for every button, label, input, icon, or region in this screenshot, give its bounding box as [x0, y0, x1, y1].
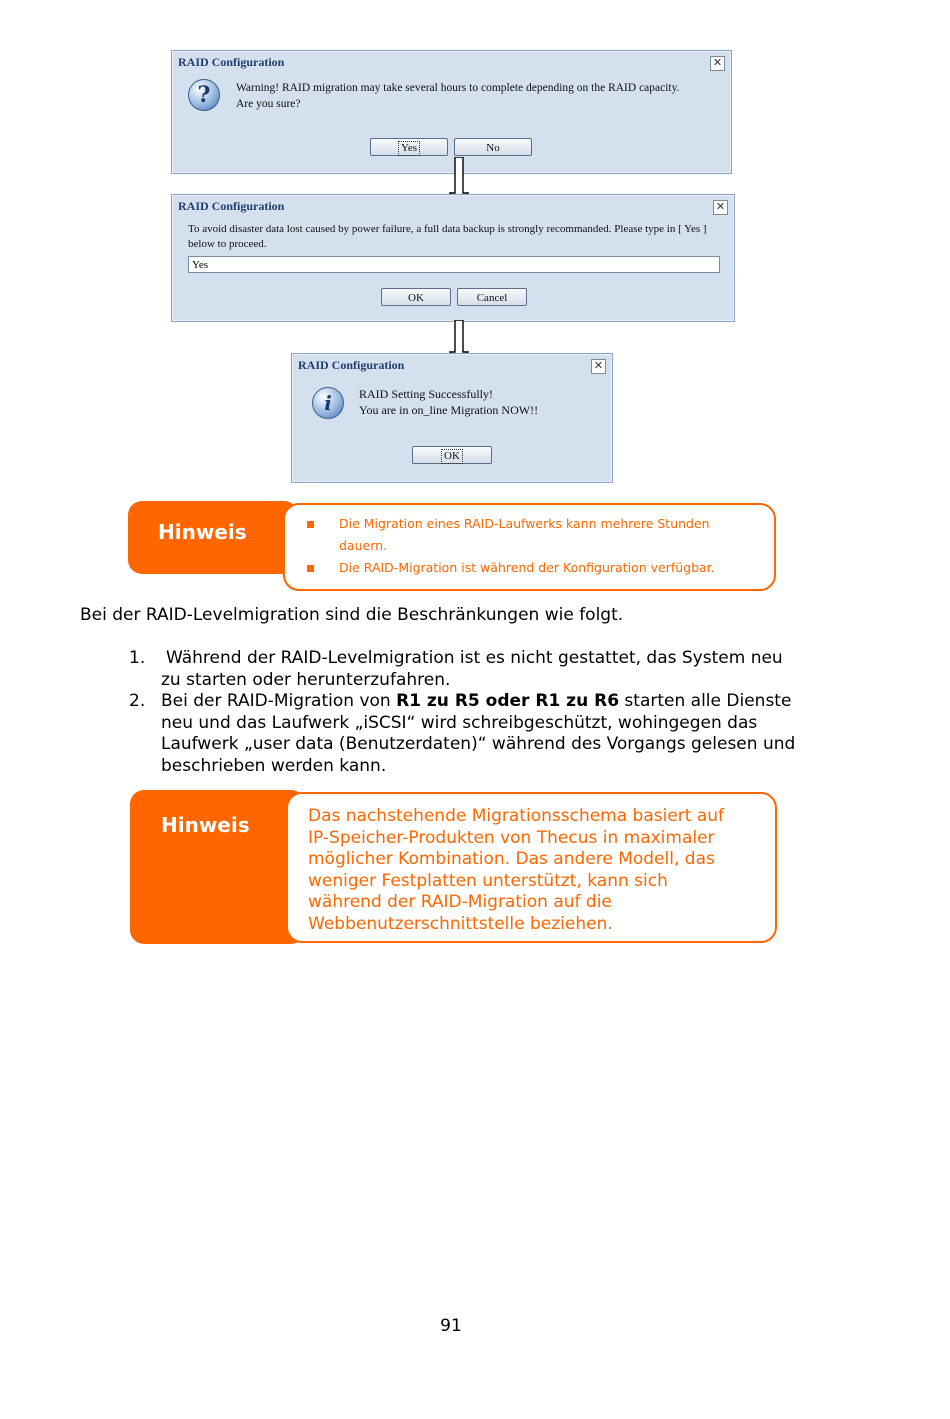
- note-text: Das nachstehende Migrationsschema basiert auf IP-Speicher-Produkten von Thecus in maximaler möglicher Kombination. Das andere Modell, das weniger Festplatten unterstützt, kann sich während der RAID-Migration auf die Webbenutzerschnittstelle beziehen.: [308, 806, 725, 934]
- note-bullet: Die Migration eines RAID-Laufwerks kann mehrere Stunden dauern.: [339, 513, 710, 557]
- dialog-message: Warning! RAID migration may take several hours to complete depending on the RAID capacity. Are you sure?: [236, 82, 680, 110]
- no-button[interactable]: No: [454, 138, 532, 156]
- note-label-tab: [128, 501, 298, 574]
- info-icon: i: [312, 387, 344, 419]
- raid-config-warning-dialog: [171, 50, 732, 174]
- dialog-message: To avoid disaster data lost caused by power failure, a full data backup is strongly recommanded. Please type in [ Yes ] below to proceed.: [188, 223, 707, 250]
- note-box: [286, 792, 777, 943]
- close-icon[interactable]: ✕: [591, 359, 606, 374]
- ok-button[interactable]: OK: [412, 446, 492, 464]
- intro-paragraph: Bei der RAID-Levelmigration sind die Beschränkungen wie folgt.: [80, 605, 624, 625]
- question-icon: ?: [188, 79, 220, 111]
- bullet-square-icon: [307, 565, 314, 572]
- close-icon[interactable]: ✕: [710, 56, 725, 71]
- raid-config-backup-dialog: [171, 194, 735, 322]
- note-box: [283, 503, 776, 591]
- bullet-square-icon: [307, 521, 314, 528]
- dialog-message: RAID Setting Successfully! You are in on_line Migration NOW!!: [359, 387, 539, 417]
- ok-button[interactable]: OK: [381, 288, 451, 306]
- raid-config-success-dialog: [291, 353, 613, 483]
- note-label: Hinweis: [158, 520, 247, 544]
- note-label-tab: [130, 790, 305, 944]
- list-number: 2.: [129, 691, 146, 711]
- cancel-button[interactable]: Cancel: [457, 288, 527, 306]
- list-item: Während der RAID-Levelmigration ist es nicht gestattet, das System neu zu starten oder herunterzufahren.: [161, 648, 783, 690]
- dialog-title: RAID Configuration: [178, 55, 285, 69]
- dialog-title: RAID Configuration: [298, 358, 405, 372]
- dialog-title: RAID Configuration: [178, 199, 285, 213]
- yes-button[interactable]: Yes: [370, 138, 448, 156]
- confirm-text-input[interactable]: Yes: [188, 256, 720, 273]
- page-number: 91: [440, 1316, 462, 1336]
- note-bullet: Die RAID-Migration ist während der Konfiguration verfügbar.: [339, 557, 715, 579]
- raid-levels-emphasis: R1 zu R5 oder R1 zu R6: [396, 691, 620, 711]
- close-icon[interactable]: ✕: [713, 200, 728, 215]
- list-number: 1.: [129, 648, 146, 668]
- note-label: Hinweis: [161, 813, 250, 837]
- list-item: Bei der RAID-Migration von R1 zu R5 oder R1 zu R6 starten alle Dienste neu und das Laufwerk „iSCSI“ wird schreibgeschützt, wohingegen das Laufwerk „user data (Benutzerdaten)“ während des Vorgangs gelesen und beschrieben werden kann.: [161, 691, 796, 776]
